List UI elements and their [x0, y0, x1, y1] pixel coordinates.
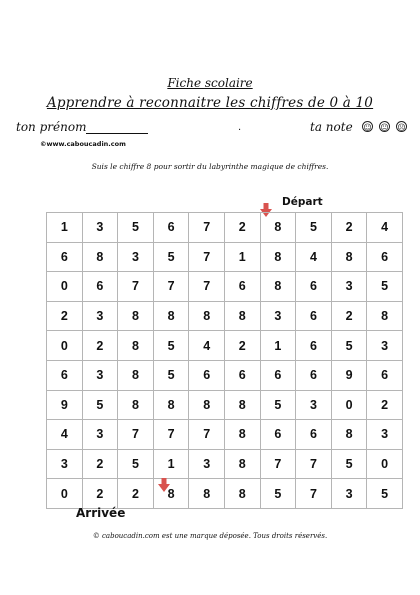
maze-cell: 5 — [153, 360, 189, 390]
neutral-face-icon: 😐 — [380, 123, 389, 132]
maze-cell: 7 — [118, 420, 154, 450]
maze-cell: 9 — [47, 390, 83, 420]
maze-cell: 3 — [82, 301, 118, 331]
maze-cell: 5 — [260, 479, 296, 509]
maze-cell: 4 — [47, 420, 83, 450]
maze-cell: 5 — [331, 449, 367, 479]
end-arrow-icon — [158, 478, 170, 492]
maze-cell: 8 — [224, 301, 260, 331]
maze-cell: 2 — [47, 301, 83, 331]
maze-row — [47, 390, 403, 420]
maze-cell: 5 — [82, 390, 118, 420]
maze-cell: 6 — [153, 213, 189, 243]
note-label: ta note — [310, 120, 353, 134]
maze-cell: 3 — [260, 301, 296, 331]
maze-cell: 4 — [296, 242, 332, 272]
maze-cell: 5 — [118, 449, 154, 479]
maze-cell: 3 — [296, 390, 332, 420]
separator-dot: . — [238, 122, 242, 133]
maze-cell: 3 — [367, 331, 403, 361]
maze-cell: 6 — [296, 331, 332, 361]
maze-row — [47, 449, 403, 479]
maze-cell: 1 — [260, 331, 296, 361]
maze-cell: 6 — [189, 360, 225, 390]
maze-cell: 6 — [367, 360, 403, 390]
maze-cell: 6 — [296, 301, 332, 331]
maze-cell: 2 — [82, 449, 118, 479]
maze-cell: 4 — [367, 213, 403, 243]
maze-cell: 2 — [82, 479, 118, 509]
maze-cell: 3 — [82, 420, 118, 450]
copyright-top: ©www.caboucadin.com — [40, 140, 126, 148]
maze-row — [47, 479, 403, 509]
maze-cell: 5 — [118, 213, 154, 243]
maze-cell: 8 — [224, 479, 260, 509]
maze-cell: 7 — [296, 449, 332, 479]
worksheet-subtitle: Apprendre à reconnaitre les chiffres de 0 à 10 — [46, 95, 374, 111]
maze-cell: 8 — [118, 390, 154, 420]
maze-cell: 7 — [296, 479, 332, 509]
maze-cell: 8 — [224, 449, 260, 479]
maze-cell: 8 — [153, 390, 189, 420]
maze-row — [47, 272, 403, 302]
maze-cell: 2 — [367, 390, 403, 420]
maze-cell: 8 — [331, 420, 367, 450]
maze-cell: 8 — [189, 479, 225, 509]
maze-cell: 0 — [47, 479, 83, 509]
maze-cell: 1 — [153, 449, 189, 479]
maze-row — [47, 331, 403, 361]
maze-cell: 6 — [47, 360, 83, 390]
maze-cell: 3 — [189, 449, 225, 479]
maze-cell: 7 — [153, 272, 189, 302]
maze-cell: 8 — [260, 242, 296, 272]
maze-cell: 5 — [331, 331, 367, 361]
maze-cell: 0 — [47, 331, 83, 361]
maze-cell: 2 — [224, 331, 260, 361]
maze-cell: 2 — [224, 213, 260, 243]
maze-cell: 7 — [153, 420, 189, 450]
maze-cell: 3 — [47, 449, 83, 479]
maze-cell: 8 — [331, 242, 367, 272]
happy-face-icon: ☺ — [363, 123, 372, 132]
maze-cell: 8 — [153, 301, 189, 331]
finish-label: Arrivée — [76, 506, 126, 520]
worksheet-title: Fiche scolaire — [167, 76, 253, 90]
maze-cell: 8 — [118, 360, 154, 390]
maze-cell: 2 — [118, 479, 154, 509]
maze-cell: 8 — [82, 242, 118, 272]
maze-row — [47, 360, 403, 390]
maze-cell: 5 — [296, 213, 332, 243]
maze-cell: 1 — [47, 213, 83, 243]
instruction-text: Suis le chiffre 8 pour sortir du labyrinthe magique de chiffres. — [91, 162, 329, 171]
maze-cell: 9 — [331, 360, 367, 390]
maze-cell: 7 — [189, 272, 225, 302]
start-label: Départ — [282, 196, 323, 208]
maze-cell: 8 — [260, 272, 296, 302]
maze-cell: 6 — [296, 360, 332, 390]
maze-cell: 2 — [331, 213, 367, 243]
maze-cell: 6 — [82, 272, 118, 302]
maze-cell: 5 — [260, 390, 296, 420]
maze-cell: 5 — [153, 331, 189, 361]
maze-cell: 8 — [224, 390, 260, 420]
maze-cell: 6 — [260, 360, 296, 390]
maze-cell: 5 — [367, 272, 403, 302]
maze-row — [47, 301, 403, 331]
maze-cell: 0 — [47, 272, 83, 302]
maze-cell: 6 — [367, 242, 403, 272]
maze-cell: 8 — [189, 301, 225, 331]
maze-cell: 6 — [224, 360, 260, 390]
maze-cell: 6 — [224, 272, 260, 302]
maze-cell: 6 — [47, 242, 83, 272]
maze-cell: 8 — [118, 301, 154, 331]
number-maze — [46, 212, 403, 509]
name-line — [86, 133, 148, 134]
maze-cell: 7 — [118, 272, 154, 302]
maze-cell: 7 — [260, 449, 296, 479]
maze-cell: 0 — [367, 449, 403, 479]
maze-cell: 8 — [367, 301, 403, 331]
maze-cell: 2 — [82, 331, 118, 361]
maze-cell: 3 — [82, 213, 118, 243]
maze-cell: 8 — [224, 420, 260, 450]
maze-cell: 6 — [296, 420, 332, 450]
maze-cell: 3 — [331, 479, 367, 509]
maze-cell: 7 — [189, 420, 225, 450]
maze-cell: 3 — [118, 242, 154, 272]
maze-cell: 0 — [331, 390, 367, 420]
maze-cell: 3 — [367, 420, 403, 450]
maze-cell: 2 — [331, 301, 367, 331]
maze-row — [47, 420, 403, 450]
maze-cell: 6 — [296, 272, 332, 302]
maze-cell: 3 — [82, 360, 118, 390]
maze-cell: 8 — [189, 390, 225, 420]
sad-face-icon: ☹ — [397, 123, 406, 132]
maze-cell: 8 — [260, 213, 296, 243]
maze-cell: 7 — [189, 242, 225, 272]
maze-cell: 1 — [224, 242, 260, 272]
maze-row — [47, 213, 403, 243]
maze-cell: 4 — [189, 331, 225, 361]
maze-cell: 5 — [367, 479, 403, 509]
maze-cell: 8 — [153, 479, 189, 509]
footer-copyright: © caboucadin.com est une marque déposée. Tous droits réservés. — [92, 532, 328, 540]
maze-cell: 7 — [189, 213, 225, 243]
name-label: ton prénom — [16, 120, 87, 134]
maze-cell: 3 — [331, 272, 367, 302]
maze-cell: 5 — [153, 242, 189, 272]
maze-cell: 6 — [260, 420, 296, 450]
maze-row — [47, 242, 403, 272]
maze-cell: 8 — [118, 331, 154, 361]
